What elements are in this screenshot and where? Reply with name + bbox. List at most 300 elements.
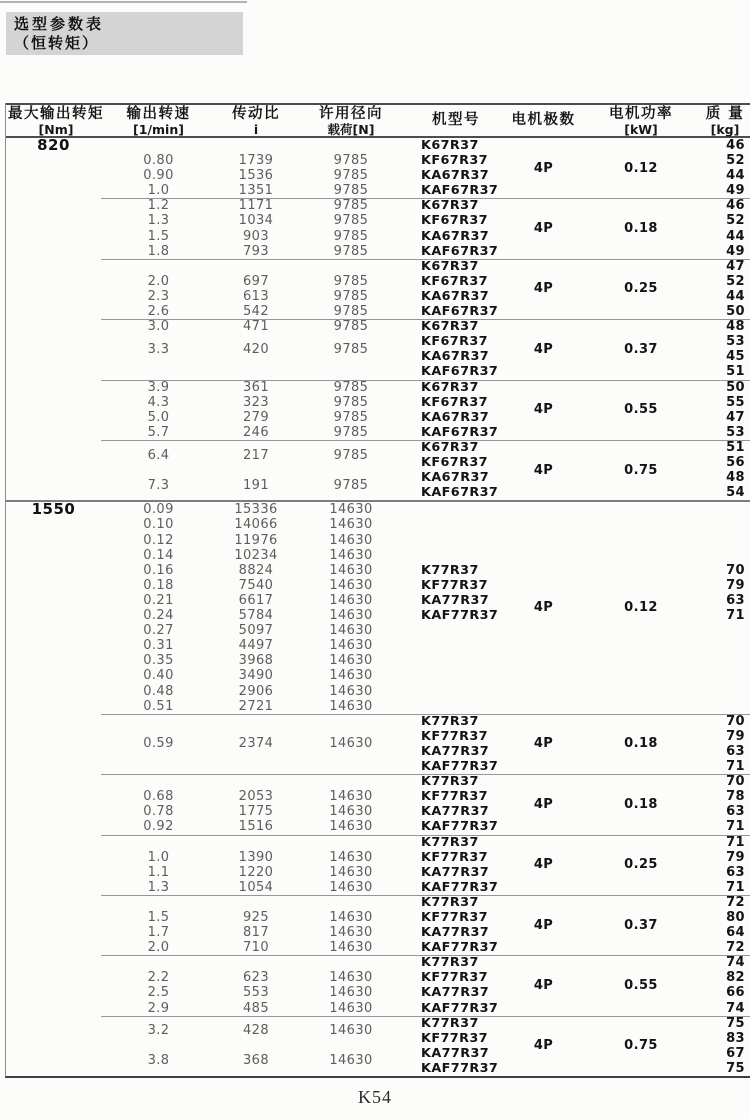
weight-value: 45 <box>726 349 745 365</box>
radial-load-value: 14630 <box>329 547 373 563</box>
motor-power-value: 0.75 <box>624 462 658 478</box>
ratio-value: 2721 <box>238 698 274 714</box>
weight-value: 49 <box>726 183 745 199</box>
ratio-value: 323 <box>242 394 269 410</box>
torque-block-1550 <box>6 500 750 1076</box>
weight-value: 71 <box>726 879 745 895</box>
weight-value: 54 <box>726 485 745 501</box>
ratio-value: 553 <box>242 985 269 1001</box>
ratio-value: 279 <box>242 409 269 425</box>
weight-value: 75 <box>726 1015 745 1031</box>
output-speed-value: 0.09 <box>143 502 174 518</box>
speed-group <box>6 714 750 774</box>
weight-value: 50 <box>726 379 745 395</box>
output-speed-value: 4.3 <box>147 394 170 410</box>
weight-value: 70 <box>726 713 745 729</box>
radial-load-value: 9785 <box>333 304 369 320</box>
radial-load-value: 9785 <box>333 168 369 184</box>
output-speed-value: 7.3 <box>147 477 170 493</box>
weight-value: 79 <box>726 577 745 593</box>
weight-value: 46 <box>726 138 745 153</box>
weight-value: 66 <box>726 985 745 1001</box>
radial-load-value: 14630 <box>329 562 373 578</box>
header-model-label: 机型号 <box>432 112 480 128</box>
model-number: K77R37 <box>421 774 479 790</box>
model-number: K77R37 <box>421 562 479 578</box>
output-speed-value: 1.3 <box>147 213 170 229</box>
ratio-value: 1516 <box>238 819 274 835</box>
model-number: KA67R37 <box>421 168 490 184</box>
motor-power-value: 0.12 <box>624 600 658 616</box>
header-motor-poles <box>511 105 576 136</box>
radial-load-value: 14630 <box>329 819 373 835</box>
header-max-torque <box>6 105 106 136</box>
selection-table <box>5 103 750 1078</box>
model-number: K77R37 <box>421 713 479 729</box>
ratio-value: 623 <box>242 970 269 986</box>
speed-group <box>6 774 750 834</box>
header-motor-power-label: 电机功率 <box>609 105 673 122</box>
weight-value: 80 <box>726 910 745 925</box>
weight-value: 67 <box>726 1045 745 1061</box>
ratio-value: 1536 <box>238 168 274 184</box>
motor-poles-value: 4P <box>533 281 554 297</box>
output-speed-value: 0.27 <box>143 623 174 639</box>
model-number: KF67R37 <box>421 455 488 471</box>
radial-load-value: 9785 <box>333 341 369 357</box>
output-speed-value: 0.68 <box>143 789 174 805</box>
ratio-value: 3490 <box>238 668 274 684</box>
radial-load-value: 14630 <box>329 653 373 669</box>
radial-load-value: 14630 <box>329 592 373 608</box>
weight-value: 63 <box>726 864 745 880</box>
header-max-torque-unit: [Nm] <box>38 121 74 137</box>
speed-group <box>6 955 750 1015</box>
model-number: K77R37 <box>421 894 479 910</box>
model-number: K67R37 <box>421 138 479 153</box>
model-number: K67R37 <box>421 198 479 214</box>
motor-power-value: 0.18 <box>624 221 658 237</box>
header-weight-label: 质 量 <box>705 105 745 122</box>
weight-value: 47 <box>726 258 745 274</box>
output-speed-value: 1.8 <box>147 243 170 259</box>
output-speed-value: 0.31 <box>143 638 174 654</box>
radial-load-value: 14630 <box>329 1000 373 1016</box>
model-number: KF67R37 <box>421 394 488 410</box>
model-number: K67R37 <box>421 379 479 395</box>
motor-poles-value: 4P <box>533 600 554 616</box>
ratio-value: 1390 <box>238 849 274 865</box>
output-speed-value: 0.92 <box>143 819 174 835</box>
max-torque-value: 820 <box>37 136 70 154</box>
model-number: KA77R37 <box>421 592 490 608</box>
radial-load-value: 14630 <box>329 736 373 752</box>
weight-value: 79 <box>726 728 745 744</box>
output-speed-value: 1.7 <box>147 925 170 941</box>
output-speed-value: 1.5 <box>147 228 170 244</box>
radial-load-value: 9785 <box>333 447 369 463</box>
radial-load-value: 9785 <box>333 288 369 304</box>
ratio-value: 246 <box>242 424 269 440</box>
model-number: KA77R37 <box>421 925 490 941</box>
output-speed-value: 0.48 <box>143 683 174 699</box>
weight-value: 63 <box>726 592 745 608</box>
model-number: KAF77R37 <box>421 1060 499 1076</box>
model-number: KF77R37 <box>421 728 488 744</box>
radial-load-value: 9785 <box>333 379 369 395</box>
ratio-value: 191 <box>242 477 269 493</box>
weight-value: 47 <box>726 409 745 425</box>
weight-value: 56 <box>726 455 745 471</box>
page-subtitle: （恒转矩） <box>14 34 100 52</box>
weight-value: 82 <box>726 970 745 986</box>
ratio-value: 1220 <box>238 864 274 880</box>
radial-load-value: 14630 <box>329 623 373 639</box>
motor-power-value: 0.25 <box>624 857 658 873</box>
ratio-value: 485 <box>242 1000 269 1016</box>
speed-group <box>6 198 750 258</box>
speed-group <box>6 835 750 895</box>
model-number: K77R37 <box>421 955 479 971</box>
weight-value: 48 <box>726 470 745 486</box>
output-speed-value: 0.59 <box>143 736 174 752</box>
output-speed-value: 0.16 <box>143 562 174 578</box>
model-number: KF77R37 <box>421 1030 488 1046</box>
weight-value: 74 <box>726 1000 745 1016</box>
model-number: KAF67R37 <box>421 364 499 380</box>
weight-value: 51 <box>726 439 745 455</box>
output-speed-value: 0.80 <box>143 153 174 169</box>
ratio-value: 1775 <box>238 804 274 820</box>
ratio-value: 3968 <box>238 653 274 669</box>
radial-load-value: 14630 <box>329 683 373 699</box>
weight-value: 51 <box>726 364 745 380</box>
header-max-torque-label: 最大输出转矩 <box>8 105 104 122</box>
output-speed-value: 2.6 <box>147 304 170 320</box>
model-number: K77R37 <box>421 834 479 850</box>
weight-value: 44 <box>726 288 745 304</box>
model-number: KA67R37 <box>421 288 490 304</box>
weight-value: 71 <box>726 608 745 624</box>
output-speed-value: 1.2 <box>147 198 170 214</box>
output-speed-value: 0.78 <box>143 804 174 820</box>
header-radial-load-unit: 载荷[N] <box>327 121 375 137</box>
output-speed-value: 3.3 <box>147 341 170 357</box>
output-speed-value: 0.18 <box>143 577 174 593</box>
output-speed-value: 0.21 <box>143 592 174 608</box>
motor-power-value: 0.55 <box>624 977 658 993</box>
model-number: KA67R37 <box>421 349 490 365</box>
motor-power-value: 0.18 <box>624 736 658 752</box>
model-number: K77R37 <box>421 1015 479 1031</box>
model-number: KA67R37 <box>421 470 490 486</box>
output-speed-value: 0.14 <box>143 547 174 563</box>
radial-load-value: 14630 <box>329 925 373 941</box>
speed-group <box>6 502 750 713</box>
model-number: K67R37 <box>421 258 479 274</box>
radial-load-value: 9785 <box>333 198 369 214</box>
model-number: KA77R37 <box>421 985 490 1001</box>
output-speed-value: 0.90 <box>143 168 174 184</box>
model-number: KF77R37 <box>421 849 488 865</box>
header-weight-unit: [kg] <box>710 121 740 137</box>
radial-load-value: 9785 <box>333 477 369 493</box>
radial-load-value: 14630 <box>329 502 373 518</box>
radial-load-value: 14630 <box>329 910 373 925</box>
weight-value: 52 <box>726 153 745 169</box>
weight-value: 44 <box>726 228 745 244</box>
ratio-value: 1054 <box>238 879 274 895</box>
radial-load-value: 14630 <box>329 849 373 865</box>
radial-load-value: 14630 <box>329 970 373 986</box>
ratio-value: 2906 <box>238 683 274 699</box>
model-number: KAF67R37 <box>421 304 499 320</box>
header-model <box>401 105 511 136</box>
output-speed-value: 5.7 <box>147 424 170 440</box>
ratio-value: 5097 <box>238 623 274 639</box>
motor-poles-value: 4P <box>533 402 554 418</box>
model-number: KF77R37 <box>421 789 488 805</box>
model-number: KAF67R37 <box>421 183 499 199</box>
ratio-value: 903 <box>242 228 269 244</box>
radial-load-value: 14630 <box>329 804 373 820</box>
ratio-value: 15336 <box>234 502 278 518</box>
model-number: KAF67R37 <box>421 424 499 440</box>
motor-power-value: 0.75 <box>624 1038 658 1054</box>
weight-value: 71 <box>726 759 745 775</box>
radial-load-value: 14630 <box>329 638 373 654</box>
radial-load-value: 14630 <box>329 985 373 1001</box>
ratio-value: 368 <box>242 1053 269 1069</box>
speed-group <box>6 440 750 500</box>
ratio-value: 217 <box>242 447 269 463</box>
speed-group <box>6 259 750 319</box>
table-body <box>6 138 750 1076</box>
model-number: KAF77R37 <box>421 879 499 895</box>
radial-load-value: 14630 <box>329 668 373 684</box>
model-number: KF67R37 <box>421 153 488 169</box>
model-number: KAF67R37 <box>421 485 499 501</box>
model-number: KA77R37 <box>421 1045 490 1061</box>
weight-value: 70 <box>726 562 745 578</box>
weight-value: 63 <box>726 804 745 820</box>
weight-value: 63 <box>726 743 745 759</box>
output-speed-value: 1.1 <box>147 864 170 880</box>
ratio-value: 5784 <box>238 608 274 624</box>
header-ratio-unit: i <box>253 121 259 137</box>
ratio-value: 1739 <box>238 153 274 169</box>
radial-load-value: 9785 <box>333 243 369 259</box>
ratio-value: 613 <box>242 288 269 304</box>
output-speed-value: 6.4 <box>147 447 170 463</box>
output-speed-value: 3.8 <box>147 1053 170 1069</box>
radial-load-value: 14630 <box>329 879 373 895</box>
speed-group <box>6 380 750 440</box>
ratio-value: 697 <box>242 273 269 289</box>
weight-value: 70 <box>726 774 745 790</box>
output-speed-value: 1.0 <box>147 849 170 865</box>
page-title: 选型参数表 <box>14 15 105 33</box>
output-speed-value: 3.9 <box>147 379 170 395</box>
title-box <box>6 12 243 55</box>
model-number: KF77R37 <box>421 910 488 925</box>
motor-poles-value: 4P <box>533 1038 554 1054</box>
motor-power-value: 0.37 <box>624 917 658 933</box>
top-rule <box>0 1 247 3</box>
model-number: KAF77R37 <box>421 759 499 775</box>
model-number: KAF77R37 <box>421 1000 499 1016</box>
ratio-value: 817 <box>242 925 269 941</box>
ratio-value: 710 <box>242 940 269 956</box>
radial-load-value: 14630 <box>329 1023 373 1039</box>
weight-value: 64 <box>726 925 745 941</box>
ratio-value: 2374 <box>238 736 274 752</box>
radial-load-value: 14630 <box>329 864 373 880</box>
header-output-speed <box>101 105 216 136</box>
ratio-value: 1034 <box>238 213 274 229</box>
header-radial-load <box>301 105 401 136</box>
radial-load-value: 9785 <box>333 394 369 410</box>
radial-load-value: 14630 <box>329 1053 373 1069</box>
motor-poles-value: 4P <box>533 796 554 812</box>
page-number: K54 <box>358 1087 392 1107</box>
output-speed-value: 0.51 <box>143 698 174 714</box>
header-motor-poles-label: 电机极数 <box>511 112 576 128</box>
model-number: KF67R37 <box>421 273 488 289</box>
output-speed-value: 2.0 <box>147 940 170 956</box>
motor-power-value: 0.12 <box>624 160 658 176</box>
radial-load-value: 9785 <box>333 213 369 229</box>
weight-value: 52 <box>726 213 745 229</box>
ratio-value: 14066 <box>234 517 278 533</box>
torque-block-820 <box>6 138 750 500</box>
weight-value: 79 <box>726 849 745 865</box>
table-header <box>6 103 750 138</box>
radial-load-value: 14630 <box>329 789 373 805</box>
weight-value: 52 <box>726 273 745 289</box>
ratio-value: 2053 <box>238 789 274 805</box>
ratio-value: 471 <box>242 319 269 335</box>
radial-load-value: 9785 <box>333 319 369 335</box>
model-number: K67R37 <box>421 319 479 335</box>
radial-load-value: 14630 <box>329 517 373 533</box>
model-number: KA77R37 <box>421 804 490 820</box>
model-number: KAF77R37 <box>421 608 499 624</box>
output-speed-value: 0.40 <box>143 668 174 684</box>
header-radial-load-label: 许用径向 <box>319 105 383 122</box>
radial-load-value: 9785 <box>333 424 369 440</box>
ratio-value: 420 <box>242 341 269 357</box>
motor-power-value: 0.18 <box>624 796 658 812</box>
max-torque-value: 1550 <box>31 500 76 519</box>
ratio-value: 925 <box>242 910 269 925</box>
motor-power-value: 0.25 <box>624 281 658 297</box>
ratio-value: 11976 <box>234 532 278 548</box>
model-number: KF77R37 <box>421 970 488 986</box>
ratio-value: 10234 <box>234 547 278 563</box>
model-number: KA67R37 <box>421 228 490 244</box>
motor-poles-value: 4P <box>533 221 554 237</box>
output-speed-value: 2.9 <box>147 1000 170 1016</box>
header-motor-power <box>576 105 706 136</box>
weight-value: 72 <box>726 894 745 910</box>
ratio-value: 428 <box>242 1023 269 1039</box>
radial-load-value: 9785 <box>333 153 369 169</box>
ratio-value: 542 <box>242 304 269 320</box>
model-number: KA77R37 <box>421 743 490 759</box>
model-number: K67R37 <box>421 439 479 455</box>
motor-poles-value: 4P <box>533 736 554 752</box>
header-ratio-label: 传动比 <box>232 105 280 122</box>
ratio-value: 8824 <box>238 562 274 578</box>
weight-value: 74 <box>726 955 745 971</box>
radial-load-value: 14630 <box>329 608 373 624</box>
motor-poles-value: 4P <box>533 857 554 873</box>
motor-poles-value: 4P <box>533 462 554 478</box>
motor-poles-value: 4P <box>533 341 554 357</box>
header-ratio <box>211 105 301 136</box>
output-speed-value: 3.0 <box>147 319 170 335</box>
radial-load-value: 14630 <box>329 532 373 548</box>
motor-power-value: 0.55 <box>624 402 658 418</box>
ratio-value: 361 <box>242 379 269 395</box>
header-weight <box>701 105 749 136</box>
weight-value: 55 <box>726 394 745 410</box>
ratio-value: 1351 <box>238 183 274 199</box>
header-output-speed-label: 输出转速 <box>126 105 191 122</box>
speed-group <box>6 1016 750 1076</box>
weight-value: 53 <box>726 334 745 350</box>
header-output-speed-unit: [1/min] <box>133 121 184 137</box>
ratio-value: 4497 <box>238 638 274 654</box>
output-speed-value: 2.3 <box>147 288 170 304</box>
radial-load-value: 14630 <box>329 940 373 956</box>
weight-value: 44 <box>726 168 745 184</box>
weight-value: 78 <box>726 789 745 805</box>
ratio-value: 1171 <box>238 198 274 214</box>
weight-value: 46 <box>726 198 745 214</box>
weight-value: 75 <box>726 1060 745 1076</box>
output-speed-value: 2.0 <box>147 273 170 289</box>
weight-value: 48 <box>726 319 745 335</box>
motor-poles-value: 4P <box>533 160 554 176</box>
output-speed-value: 5.0 <box>147 409 170 425</box>
output-speed-value: 1.3 <box>147 879 170 895</box>
output-speed-value: 3.2 <box>147 1023 170 1039</box>
speed-group <box>6 895 750 955</box>
weight-value: 49 <box>726 243 745 259</box>
radial-load-value: 9785 <box>333 409 369 425</box>
motor-power-value: 0.37 <box>624 341 658 357</box>
output-speed-value: 2.2 <box>147 970 170 986</box>
speed-group <box>6 138 750 198</box>
motor-poles-value: 4P <box>533 977 554 993</box>
output-speed-value: 1.0 <box>147 183 170 199</box>
weight-value: 71 <box>726 819 745 835</box>
motor-poles-value: 4P <box>533 917 554 933</box>
output-speed-value: 0.35 <box>143 653 174 669</box>
model-number: KA77R37 <box>421 864 490 880</box>
weight-value: 53 <box>726 424 745 440</box>
radial-load-value: 14630 <box>329 577 373 593</box>
ratio-value: 6617 <box>238 592 274 608</box>
output-speed-value: 1.5 <box>147 910 170 925</box>
speed-group <box>6 319 750 379</box>
weight-value: 83 <box>726 1030 745 1046</box>
radial-load-value: 14630 <box>329 698 373 714</box>
model-number: KF77R37 <box>421 577 488 593</box>
radial-load-value: 9785 <box>333 228 369 244</box>
